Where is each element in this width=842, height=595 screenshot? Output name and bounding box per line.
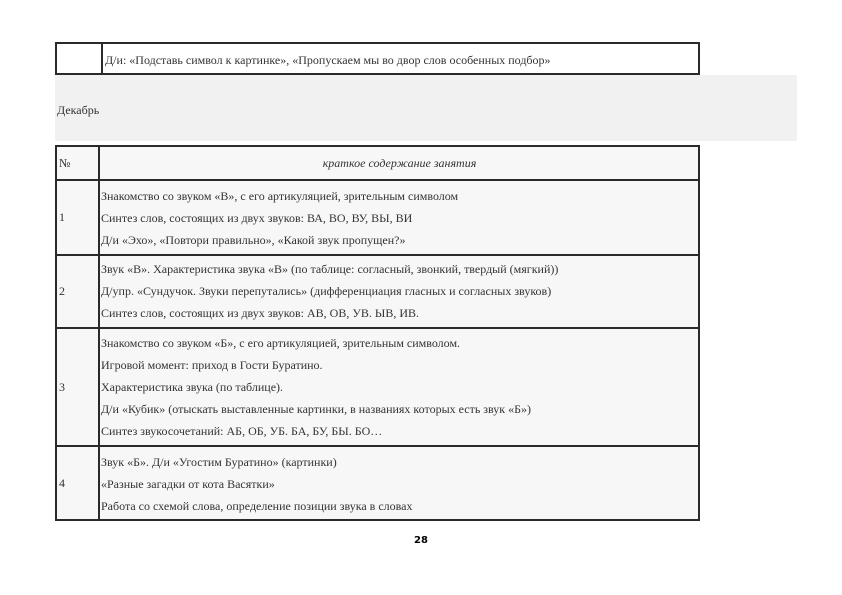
row-number: 2 (57, 256, 100, 327)
table-row (57, 445, 698, 519)
row-content (100, 447, 698, 519)
row-content (100, 256, 698, 327)
row-content (100, 181, 698, 254)
content-line: Игровой момент: приход в Гости Буратино. (101, 358, 323, 372)
table-row (57, 179, 698, 254)
content-line: Д/и «Эхо», «Повтори правильно», «Какой звук пропущен?» (101, 233, 406, 247)
top-table-content-cell: Д/и: «Подставь символ к картинке», «Пропускаем мы во двор слов особенных подбор» (105, 53, 551, 67)
table-row (57, 327, 698, 445)
content-line: Синтез слов, состоящих из двух звуков: ВА, ВО, ВУ, ВЫ, ВИ (101, 211, 413, 225)
month-heading: Декабрь (57, 103, 100, 117)
page-number: 28 (414, 535, 428, 546)
header-content-cell: краткое содержание занятия (322, 156, 477, 170)
row-number: 1 (57, 181, 100, 254)
content-line: Звук «Б». Д/и «Угостим Буратино» (картинки) (101, 455, 337, 469)
content-line: Знакомство со звуком «В», с его артикуляцией, зрительным символом (101, 189, 459, 203)
top-table (55, 42, 700, 75)
content-line: Звук «В». Характеристика звука «В» (по таблице: согласный, звонкий, твердый (мягкий)) (101, 262, 559, 276)
row-content (100, 329, 698, 445)
table-header-row (57, 147, 698, 179)
content-line: Д/упр. «Сундучок. Звуки перепутались» (дифференциация гласных и согласных звуков) (101, 284, 552, 298)
content-line: Работа со схемой слова, определение позиции звука в словах (101, 499, 413, 513)
content-line: Синтез слов, состоящих из двух звуков: АВ, ОВ, УВ. ЫВ, ИВ. (101, 306, 419, 320)
content-line: Д/и «Кубик» (отыскать выставленные картинки, в названиях которых есть звук «Б») (101, 402, 532, 416)
content-line: Знакомство со звуком «Б», с его артикуляцией, зрительным символом. (101, 336, 461, 350)
content-line: Характеристика звука (по таблице). (101, 380, 284, 394)
content-line: Синтез звукосочетаний: АБ, ОБ, УБ. БА, БУ, БЫ. БО… (101, 424, 383, 438)
content-line: «Разные загадки от кота Васятки» (101, 477, 275, 491)
row-number: 4 (57, 447, 100, 519)
month-section (55, 75, 797, 141)
top-table-number-cell (57, 44, 103, 73)
table-row (57, 254, 698, 327)
header-number-cell: № (57, 147, 100, 179)
row-number: 3 (57, 329, 100, 445)
lesson-table (55, 145, 700, 521)
